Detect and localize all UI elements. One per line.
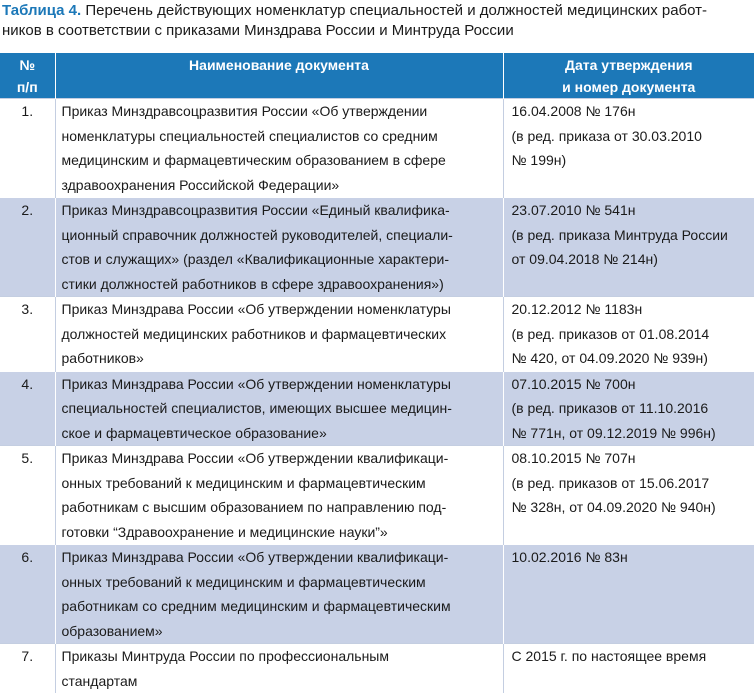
date-number-line: 20.12.2012 № 1183н (512, 297, 753, 322)
table-row (0, 545, 754, 644)
document-name-line: Приказ Минздрава России «Об утверждении номенклатуры (62, 372, 499, 397)
document-name-line: стики должностей работников в сфере здравоохранения») (62, 272, 499, 297)
header-number-line2: п/п (0, 76, 55, 98)
header-number-line1: № (0, 54, 55, 76)
table-row (0, 297, 754, 372)
table-row (0, 446, 754, 545)
date-number-line: С 2015 г. по настоящее время (512, 644, 753, 669)
table-row (0, 644, 754, 693)
document-name-line: ское и фармацевтическое образование» (62, 421, 499, 446)
date-number-line: 07.10.2015 № 700н (512, 372, 753, 397)
row-number: 1. (0, 99, 55, 198)
caption-label: Таблица 4. (2, 2, 81, 19)
row-document-name (55, 297, 503, 372)
date-number-line: (в ред. приказа Минтруда России (512, 223, 753, 248)
date-number-line: (в ред. приказа от 30.03.2010 (512, 124, 753, 149)
table-caption (0, 0, 754, 44)
date-number-line: № 199н) (512, 148, 753, 173)
row-number: 3. (0, 297, 55, 372)
document-name-line: стов и служащих» (раздел «Квалификационные характери- (62, 247, 499, 272)
document-name-line: образованием» (62, 619, 499, 644)
date-number-line: № 328н, от 04.09.2020 № 940н) (512, 495, 753, 520)
header-number (0, 53, 55, 99)
row-document-name (55, 545, 503, 644)
row-document-name (55, 198, 503, 297)
row-number: 7. (0, 644, 55, 693)
row-document-name (55, 371, 503, 446)
document-name-line: онных требований к медицинским и фармацевтическим (62, 471, 499, 496)
document-name-line: медицинским и фармацевтическим образованием в сфере (62, 148, 499, 173)
table-header-row (0, 53, 754, 99)
document-name-line: Приказ Минздравсоцразвития России «Единый квалифика- (62, 198, 499, 223)
row-document-name (55, 446, 503, 545)
date-number-line: 10.02.2016 № 83н (512, 545, 753, 570)
document-name-line: Приказы Минтруда России по профессиональным (62, 644, 499, 669)
row-number: 5. (0, 446, 55, 545)
date-number-line: (в ред. приказов от 15.06.2017 (512, 471, 753, 496)
document-name-line: работникам со средним медицинским и фармацевтическим (62, 594, 499, 619)
row-date-number (503, 371, 754, 446)
document-name-line: работников» (62, 346, 499, 371)
document-name-line: номенклатуры специальностей специалистов со средним (62, 124, 499, 149)
row-date-number (503, 545, 754, 644)
row-date-number (503, 644, 754, 693)
document-name-line: Приказ Минздравсоцразвития России «Об утверждении (62, 99, 499, 124)
row-date-number (503, 99, 754, 198)
header-date-line2: и номер документа (504, 76, 754, 98)
row-number: 4. (0, 371, 55, 446)
row-number: 2. (0, 198, 55, 297)
date-number-line: № 771н, от 09.12.2019 № 996н) (512, 421, 753, 446)
table-row (0, 99, 754, 198)
row-date-number (503, 446, 754, 545)
date-number-line: (в ред. приказов от 11.10.2016 (512, 396, 753, 421)
date-number-line: 08.10.2015 № 707н (512, 446, 753, 471)
document-name-line: Приказ Минздрава России «Об утверждении квалификаци- (62, 446, 499, 471)
row-date-number (503, 297, 754, 372)
document-name-line: ционный справочник должностей руководителей, специали- (62, 223, 499, 248)
row-date-number (503, 198, 754, 297)
document-name-line: стандартам (62, 669, 499, 693)
table-row (0, 198, 754, 297)
document-name-line: здравоохранения Российской Федерации» (62, 173, 499, 198)
document-name-line: работникам с высшим образованием по направлению под- (62, 495, 499, 520)
header-document-name (55, 53, 503, 99)
document-name-line: Приказ Минздрава России «Об утверждении номенклатуры (62, 297, 499, 322)
caption-title-line1: Перечень действующих номенклатур специальностей и должностей медицинских работ- (85, 2, 707, 19)
header-date (503, 53, 754, 99)
document-name-line: специальностей специалистов, имеющих высшее медицин- (62, 396, 499, 421)
row-document-name (55, 99, 503, 198)
caption-title-line2: ников в соответствии с приказами Минздрава России и Минтруда России (2, 22, 514, 39)
document-name-line: Приказ Минздрава России «Об утверждении квалификаци- (62, 545, 499, 570)
row-document-name (55, 644, 503, 693)
date-number-line: 16.04.2008 № 176н (512, 99, 753, 124)
document-name-line: онных требований к медицинским и фармацевтическим (62, 570, 499, 595)
date-number-line: № 420, от 04.09.2020 № 939н) (512, 346, 753, 371)
documents-table (0, 53, 754, 693)
row-number: 6. (0, 545, 55, 644)
header-date-line1: Дата утверждения (504, 54, 754, 76)
date-number-line: от 09.04.2018 № 214н) (512, 247, 753, 272)
document-name-line: готовки “Здравоохранение и медицинские науки”» (62, 520, 499, 545)
date-number-line: (в ред. приказов от 01.08.2014 (512, 322, 753, 347)
header-document-name-text: Наименование документа (56, 54, 503, 76)
date-number-line: 23.07.2010 № 541н (512, 198, 753, 223)
table-row (0, 371, 754, 446)
document-name-line: должностей медицинских работников и фармацевтических (62, 322, 499, 347)
